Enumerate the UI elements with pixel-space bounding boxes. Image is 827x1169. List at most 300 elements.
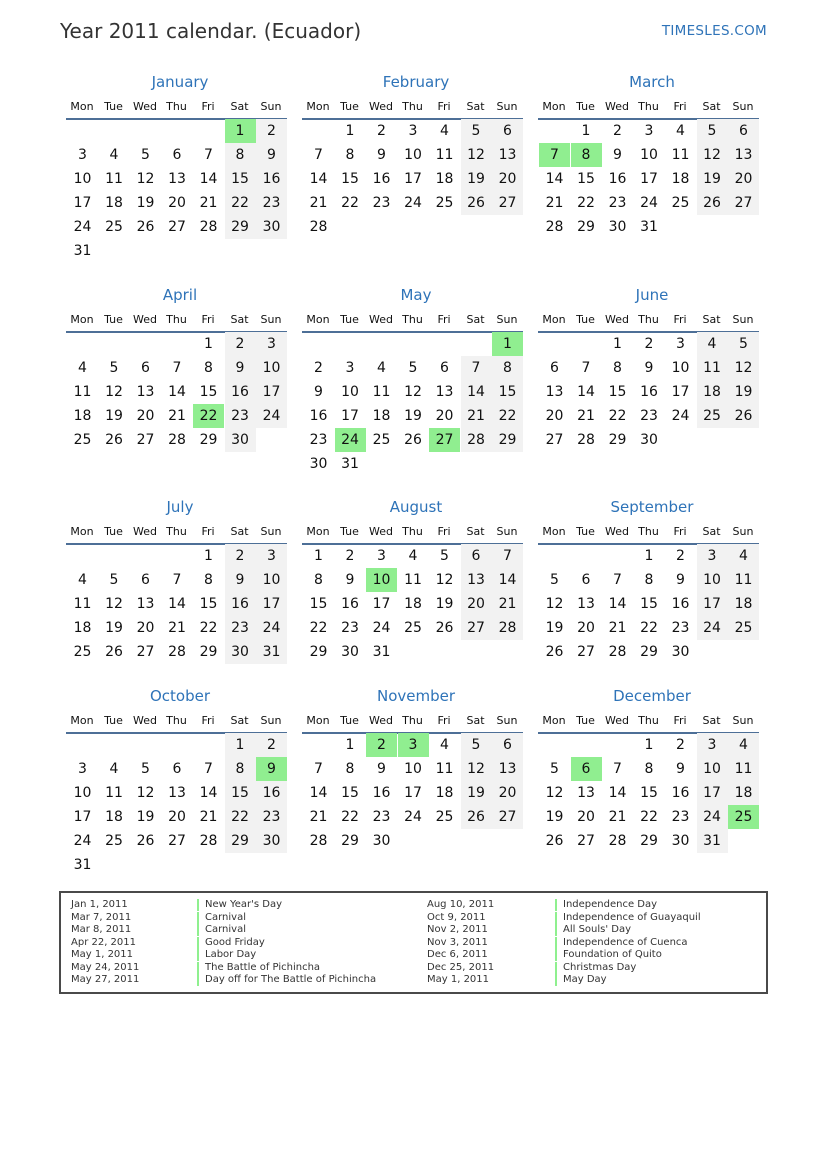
holiday-day-cell: 1 — [225, 119, 256, 143]
day-cell: 11 — [728, 757, 759, 781]
weekday-header: Tue — [576, 525, 595, 538]
day-cell: 1 — [345, 123, 355, 139]
day-cell: 30 — [225, 640, 256, 664]
day-cell: 6 — [728, 119, 759, 143]
day-cell: 1 — [345, 737, 355, 753]
holiday-day-cell: 8 — [571, 143, 602, 167]
day-cell: 19 — [105, 408, 123, 424]
day-cell: 6 — [172, 761, 182, 777]
day-cell: 11 — [73, 596, 92, 612]
day-cell: 17 — [73, 195, 92, 211]
weekday-header: Thu — [402, 714, 423, 727]
day-cell: 16 — [671, 785, 690, 801]
day-cell: 17 — [372, 596, 391, 612]
month-name: April — [162, 286, 198, 304]
day-cell: 24 — [697, 616, 728, 640]
day-cell: 16 — [372, 785, 391, 801]
weekday-header: Thu — [166, 714, 187, 727]
day-cell: 5 — [109, 360, 119, 376]
day-cell: 24 — [256, 404, 287, 428]
day-cell: 30 — [372, 833, 391, 849]
day-cell: 27 — [168, 219, 186, 235]
day-cell: 6 — [550, 360, 559, 376]
day-cell: 2 — [377, 123, 386, 139]
weekday-header: Tue — [576, 313, 595, 326]
day-cell: 27 — [492, 191, 523, 215]
day-cell: 20 — [168, 809, 186, 825]
day-cell: 7 — [492, 544, 523, 568]
day-cell: 13 — [461, 568, 492, 592]
day-cell: 10 — [341, 384, 359, 400]
legend-date: Aug 10, 2011 — [427, 899, 495, 910]
day-cell: 14 — [199, 785, 218, 801]
weekday-header: Mon — [542, 313, 566, 326]
day-cell: 20 — [545, 408, 564, 424]
month-name: February — [382, 73, 450, 91]
day-cell: 24 — [697, 805, 728, 829]
day-cell: 21 — [608, 809, 627, 825]
weekday-header: Sat — [230, 100, 249, 113]
day-cell: 15 — [577, 171, 595, 187]
day-cell: 14 — [608, 596, 627, 612]
day-cell: 31 — [73, 243, 92, 259]
day-cell: 17 — [640, 171, 658, 187]
day-cell: 19 — [435, 596, 454, 612]
day-cell: 23 — [225, 616, 256, 640]
day-cell: 29 — [225, 829, 256, 853]
day-cell: 1 — [314, 548, 323, 564]
holiday-day-cell: 22 — [193, 404, 224, 428]
day-cell: 26 — [728, 404, 759, 428]
weekday-header: Tue — [340, 525, 359, 538]
day-cell: 17 — [256, 380, 287, 404]
weekday-header: Wed — [605, 313, 629, 326]
weekday-header: Sat — [230, 525, 249, 538]
day-cell: 31 — [372, 644, 391, 660]
day-cell: 13 — [577, 785, 595, 801]
day-cell: 12 — [728, 356, 759, 380]
day-cell: 29 — [640, 644, 658, 660]
day-cell: 14 — [545, 171, 564, 187]
day-cell: 27 — [577, 644, 595, 660]
day-cell: 10 — [256, 356, 287, 380]
day-cell: 2 — [225, 544, 256, 568]
day-cell: 7 — [314, 147, 323, 163]
day-cell: 30 — [256, 215, 287, 239]
day-cell: 9 — [676, 572, 685, 588]
weekday-header: Tue — [104, 100, 123, 113]
day-cell: 4 — [440, 123, 449, 139]
weekday-header: Thu — [166, 525, 187, 538]
day-cell: 24 — [640, 195, 658, 211]
day-cell: 5 — [550, 761, 559, 777]
day-cell: 3 — [256, 544, 287, 568]
day-cell: 17 — [341, 408, 359, 424]
day-cell: 21 — [608, 620, 627, 636]
legend-date: Apr 22, 2011 — [71, 936, 137, 948]
weekday-header: Mon — [542, 525, 566, 538]
weekday-header: Sat — [230, 313, 249, 326]
day-cell: 22 — [577, 195, 595, 211]
day-cell: 5 — [141, 147, 150, 163]
day-cell: 16 — [372, 171, 391, 187]
day-cell: 15 — [225, 167, 256, 191]
day-cell: 23 — [256, 805, 287, 829]
day-cell: 28 — [545, 219, 564, 235]
weekday-header: Wed — [369, 714, 393, 727]
day-cell: 8 — [204, 360, 213, 376]
legend-date: Mar 8, 2011 — [71, 924, 132, 935]
day-cell: 17 — [404, 171, 422, 187]
weekday-header: Mon — [306, 525, 330, 538]
day-cell: 22 — [492, 404, 523, 428]
day-cell: 3 — [345, 360, 355, 376]
day-cell: 8 — [225, 143, 256, 167]
day-cell: 29 — [199, 644, 218, 660]
day-cell: 14 — [168, 384, 186, 400]
day-cell: 4 — [78, 360, 87, 376]
day-cell: 22 — [341, 809, 359, 825]
month-name: October — [149, 687, 211, 705]
day-cell: 4 — [676, 123, 685, 139]
day-cell: 28 — [199, 219, 218, 235]
day-cell: 27 — [136, 644, 155, 660]
day-cell: 7 — [172, 572, 182, 588]
legend-holiday-name: Carnival — [197, 924, 246, 936]
day-cell: 12 — [136, 785, 155, 801]
day-cell: 1 — [644, 737, 654, 753]
day-cell: 16 — [640, 384, 658, 400]
legend-holiday-name: All Souls' Day — [555, 924, 631, 936]
day-cell: 20 — [492, 781, 523, 805]
day-cell: 25 — [404, 620, 422, 636]
day-cell: 2 — [256, 733, 287, 757]
day-cell: 22 — [309, 620, 328, 636]
weekday-header: Sun — [732, 100, 754, 113]
weekday-header: Tue — [576, 100, 595, 113]
day-cell: 2 — [256, 119, 287, 143]
day-cell: 23 — [309, 432, 328, 448]
day-cell: 28 — [199, 833, 218, 849]
day-cell: 5 — [461, 733, 492, 757]
legend-holiday-name: Independence of Cuenca — [555, 937, 688, 949]
day-cell: 15 — [309, 596, 328, 612]
weekday-header: Fri — [437, 100, 451, 113]
day-cell: 11 — [404, 572, 422, 588]
weekday-header: Tue — [104, 525, 123, 538]
day-cell: 26 — [105, 432, 123, 448]
day-cell: 12 — [136, 171, 155, 187]
weekday-header: Wed — [369, 525, 393, 538]
weekday-header: Sun — [260, 313, 282, 326]
weekday-header: Thu — [166, 313, 187, 326]
weekday-header: Tue — [340, 100, 359, 113]
weekday-header: Fri — [437, 525, 451, 538]
day-cell: 17 — [73, 809, 92, 825]
day-cell: 28 — [608, 644, 627, 660]
day-cell: 3 — [676, 336, 685, 352]
day-cell: 19 — [461, 781, 492, 805]
day-cell: 21 — [577, 408, 595, 424]
day-cell: 22 — [608, 408, 627, 424]
weekday-header: Fri — [673, 714, 687, 727]
month-name: July — [166, 498, 194, 516]
weekday-header: Thu — [638, 714, 659, 727]
weekday-header: Fri — [437, 714, 451, 727]
day-cell: 23 — [341, 620, 359, 636]
weekday-header: Sun — [496, 100, 518, 113]
day-cell: 25 — [697, 404, 728, 428]
day-cell: 20 — [461, 592, 492, 616]
day-cell: 23 — [608, 195, 627, 211]
day-cell: 20 — [577, 620, 595, 636]
weekday-header: Mon — [306, 714, 330, 727]
day-cell: 30 — [225, 428, 256, 452]
day-cell: 31 — [640, 219, 658, 235]
day-cell: 22 — [640, 809, 658, 825]
day-cell: 20 — [728, 167, 759, 191]
day-cell: 30 — [341, 644, 359, 660]
day-cell: 18 — [105, 809, 123, 825]
weekday-header: Tue — [104, 714, 123, 727]
day-cell: 17 — [697, 781, 728, 805]
day-cell: 26 — [136, 833, 155, 849]
day-cell: 22 — [225, 805, 256, 829]
day-cell: 25 — [105, 833, 123, 849]
day-cell: 23 — [256, 191, 287, 215]
day-cell: 8 — [345, 147, 355, 163]
day-cell: 26 — [545, 644, 564, 660]
day-cell: 31 — [73, 857, 92, 873]
day-cell: 28 — [168, 432, 186, 448]
day-cell: 21 — [168, 408, 186, 424]
weekday-header: Fri — [437, 313, 451, 326]
day-cell: 5 — [408, 360, 418, 376]
day-cell: 4 — [440, 737, 449, 753]
day-cell: 5 — [141, 761, 150, 777]
day-cell: 9 — [314, 384, 323, 400]
day-cell: 19 — [545, 620, 564, 636]
day-cell: 21 — [461, 404, 492, 428]
day-cell: 18 — [73, 620, 92, 636]
day-cell: 15 — [341, 785, 359, 801]
day-cell: 30 — [256, 829, 287, 853]
day-cell: 12 — [105, 384, 123, 400]
day-cell: 20 — [136, 408, 155, 424]
day-cell: 27 — [461, 616, 492, 640]
day-cell: 19 — [545, 809, 564, 825]
day-cell: 18 — [372, 408, 391, 424]
day-cell: 27 — [168, 833, 186, 849]
day-cell: 25 — [435, 195, 454, 211]
day-cell: 5 — [461, 119, 492, 143]
day-cell: 10 — [697, 568, 728, 592]
day-cell: 16 — [225, 380, 256, 404]
day-cell: 8 — [644, 572, 654, 588]
weekday-header: Tue — [340, 714, 359, 727]
day-cell: 8 — [613, 360, 622, 376]
legend-holiday-name: Independence Day — [555, 899, 657, 911]
day-cell: 10 — [256, 568, 287, 592]
day-cell: 30 — [309, 456, 328, 472]
day-cell: 27 — [545, 432, 564, 448]
day-cell: 21 — [492, 592, 523, 616]
day-cell: 3 — [697, 544, 728, 568]
day-cell: 15 — [640, 596, 658, 612]
weekday-header: Thu — [638, 100, 659, 113]
day-cell: 30 — [671, 833, 690, 849]
day-cell: 24 — [372, 620, 391, 636]
holiday-day-cell: 10 — [366, 568, 397, 592]
day-cell: 6 — [141, 360, 150, 376]
day-cell: 16 — [256, 167, 287, 191]
weekday-header: Fri — [673, 100, 687, 113]
weekday-header: Tue — [104, 313, 123, 326]
day-cell: 2 — [613, 123, 622, 139]
day-cell: 15 — [225, 781, 256, 805]
day-cell: 19 — [461, 167, 492, 191]
weekday-header: Mon — [70, 313, 94, 326]
day-cell: 21 — [309, 195, 328, 211]
day-cell: 22 — [199, 620, 218, 636]
day-cell: 14 — [199, 171, 218, 187]
holiday-day-cell: 25 — [728, 805, 759, 829]
day-cell: 29 — [577, 219, 595, 235]
day-cell: 6 — [581, 572, 591, 588]
weekday-header: Wed — [369, 100, 393, 113]
day-cell: 13 — [435, 384, 454, 400]
weekday-header: Fri — [201, 313, 215, 326]
day-cell: 17 — [697, 592, 728, 616]
day-cell: 22 — [225, 191, 256, 215]
day-cell: 16 — [309, 408, 328, 424]
day-cell: 24 — [404, 195, 422, 211]
day-cell: 30 — [640, 432, 658, 448]
day-cell: 23 — [372, 195, 391, 211]
weekday-header: Wed — [133, 313, 157, 326]
day-cell: 7 — [461, 356, 492, 380]
month-name: August — [389, 498, 443, 516]
day-cell: 16 — [608, 171, 627, 187]
weekday-header: Sun — [260, 525, 282, 538]
legend-holiday-name: Christmas Day — [555, 962, 636, 974]
day-cell: 28 — [168, 644, 186, 660]
day-cell: 25 — [372, 432, 391, 448]
weekday-header: Sat — [702, 313, 721, 326]
holiday-legend — [59, 891, 768, 994]
legend-date: Jan 1, 2011 — [71, 899, 128, 910]
day-cell: 29 — [492, 428, 523, 452]
holiday-day-cell: 27 — [429, 428, 460, 452]
day-cell: 20 — [435, 408, 454, 424]
day-cell: 13 — [168, 785, 186, 801]
day-cell: 2 — [225, 332, 256, 356]
day-cell: 15 — [640, 785, 658, 801]
day-cell: 24 — [73, 833, 92, 849]
weekday-header: Wed — [133, 714, 157, 727]
day-cell: 15 — [199, 384, 218, 400]
day-cell: 3 — [408, 123, 418, 139]
day-cell: 23 — [671, 620, 690, 636]
legend-date: Nov 2, 2011 — [427, 924, 488, 935]
day-cell: 14 — [168, 596, 186, 612]
day-cell: 11 — [435, 147, 454, 163]
day-cell: 12 — [545, 785, 564, 801]
day-cell: 18 — [105, 195, 123, 211]
day-cell: 29 — [199, 432, 218, 448]
day-cell: 26 — [136, 219, 155, 235]
day-cell: 12 — [461, 757, 492, 781]
day-cell: 4 — [728, 733, 759, 757]
day-cell: 11 — [372, 384, 391, 400]
day-cell: 5 — [550, 572, 559, 588]
day-cell: 2 — [345, 548, 355, 564]
legend-date: May 1, 2011 — [71, 949, 134, 960]
day-cell: 29 — [608, 432, 627, 448]
legend-holiday-name: Day off for The Battle of Pichincha — [197, 974, 376, 986]
day-cell: 19 — [697, 167, 728, 191]
day-cell: 9 — [644, 360, 654, 376]
legend-holiday-name: Good Friday — [197, 937, 265, 949]
day-cell: 22 — [640, 620, 658, 636]
day-cell: 14 — [461, 380, 492, 404]
day-cell: 29 — [309, 644, 328, 660]
weekday-header: Wed — [133, 100, 157, 113]
holiday-day-cell: 1 — [492, 332, 523, 356]
day-cell: 10 — [404, 761, 422, 777]
holiday-day-cell: 2 — [366, 733, 397, 757]
day-cell: 4 — [377, 360, 386, 376]
day-cell: 1 — [204, 548, 213, 564]
day-cell: 11 — [697, 356, 728, 380]
weekday-header: Sat — [466, 525, 485, 538]
day-cell: 14 — [492, 568, 523, 592]
day-cell: 11 — [73, 384, 92, 400]
day-cell: 25 — [728, 616, 759, 640]
day-cell: 25 — [73, 644, 92, 660]
day-cell: 1 — [581, 123, 591, 139]
legend-holiday-name: Labor Day — [197, 949, 256, 961]
day-cell: 10 — [671, 360, 690, 376]
day-cell: 24 — [256, 616, 287, 640]
day-cell: 1 — [225, 733, 256, 757]
weekday-header: Sun — [732, 525, 754, 538]
day-cell: 4 — [109, 147, 119, 163]
day-cell: 28 — [461, 428, 492, 452]
day-cell: 30 — [671, 644, 690, 660]
day-cell: 24 — [671, 408, 690, 424]
legend-date: May 1, 2011 — [427, 974, 490, 985]
day-cell: 6 — [172, 147, 182, 163]
day-cell: 26 — [435, 620, 454, 636]
day-cell: 19 — [136, 195, 155, 211]
day-cell: 25 — [435, 809, 454, 825]
day-cell: 26 — [461, 805, 492, 829]
day-cell: 7 — [613, 761, 622, 777]
day-cell: 2 — [676, 737, 685, 753]
day-cell: 26 — [545, 833, 564, 849]
weekday-header: Mon — [306, 100, 330, 113]
day-cell: 28 — [608, 833, 627, 849]
day-cell: 27 — [492, 805, 523, 829]
day-cell: 2 — [644, 336, 654, 352]
day-cell: 28 — [492, 616, 523, 640]
day-cell: 2 — [676, 548, 685, 564]
brand-link[interactable]: TIMESLES.COM — [661, 23, 767, 39]
day-cell: 18 — [728, 781, 759, 805]
month-name: September — [610, 498, 694, 516]
weekday-header: Thu — [166, 100, 187, 113]
